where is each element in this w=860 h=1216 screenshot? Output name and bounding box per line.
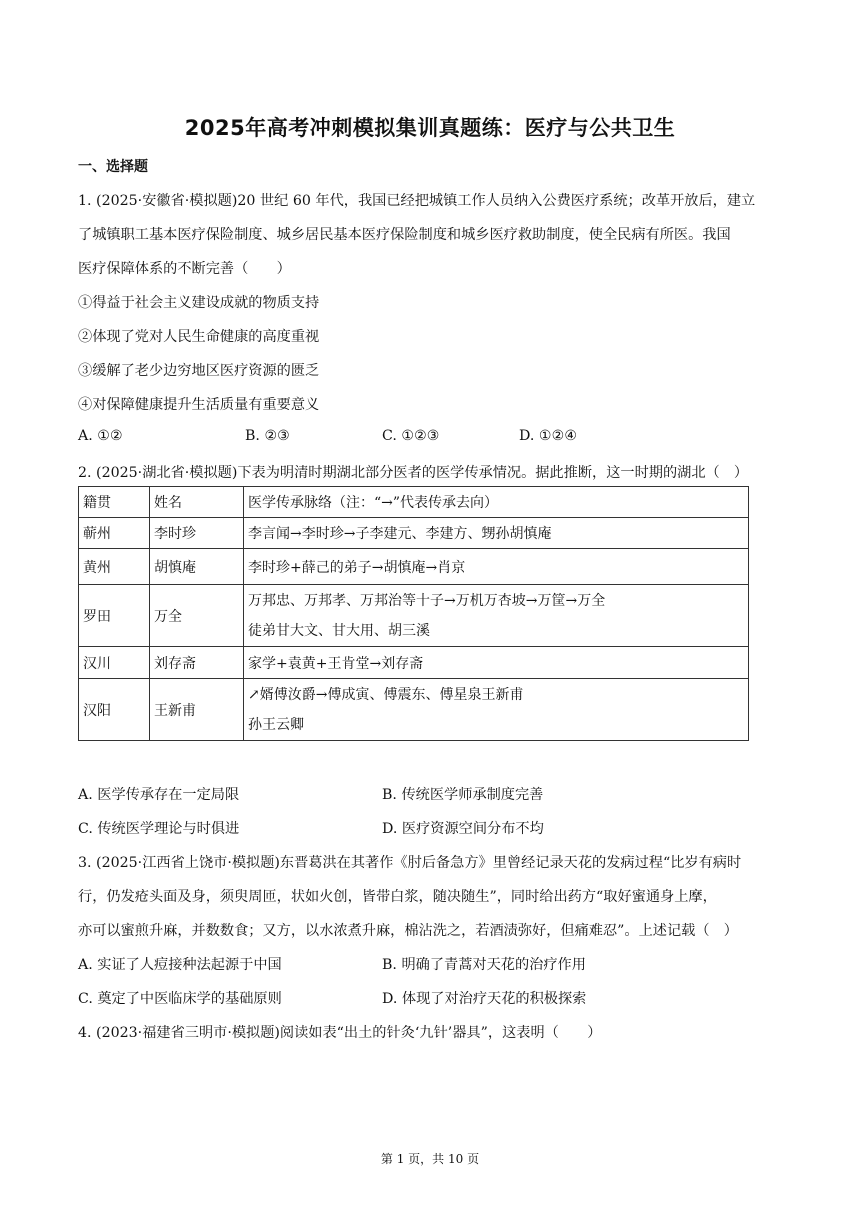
cell-lineage: 家学+袁黄+王肯堂→刘存斋 — [244, 647, 749, 679]
table-row — [79, 518, 749, 549]
table-row — [79, 549, 749, 585]
q3-stem-line-1: 3. (2025·江西省上饶市·模拟题)东晋葛洪在其著作《肘后备急方》里曾经记录天花的发病过程“比岁有病时 — [78, 855, 742, 871]
cell-place: 蕲州 — [79, 518, 150, 549]
cell-place: 罗田 — [79, 585, 150, 647]
cell-place: 汉川 — [79, 647, 150, 679]
cell-name: 刘存斋 — [150, 647, 244, 679]
q3-option-a[interactable]: A. 实证了人痘接种法起源于中国 — [78, 957, 282, 973]
q1-option-c[interactable]: C. ①②③ — [382, 428, 440, 444]
q3-stem-line-2: 行，仍发疮头面及身，须臾周匝，状如火创，皆带白浆，随决随生”，同时给出药方“取好蜜通身上摩， — [78, 889, 717, 905]
q1-stem-line-3: 医疗保障体系的不断完善（ ） — [78, 261, 291, 277]
q1-option-b[interactable]: B. ②③ — [245, 428, 290, 444]
q1-stem-line-1: 1. (2025·安徽省·模拟题)20 世纪 60 年代，我国已经把城镇工作人员纳入公费医疗系统；改革开放后，建立 — [78, 193, 756, 209]
cell-place: 黄州 — [79, 549, 150, 585]
cell-lineage: 李言闻→李时珍→子李建元、李建方、甥孙胡慎庵 — [244, 518, 749, 549]
page-title: 2025年高考冲刺模拟集训真题练：医疗与公共卫生 — [184, 116, 676, 140]
q1-statement-2: ②体现了党对人民生命健康的高度重视 — [78, 329, 320, 345]
page-footer: 第 1 页，共 10 页 — [380, 1152, 480, 1166]
header-name: 姓名 — [150, 487, 244, 518]
table-row — [79, 679, 749, 741]
lineage-line: 万邦忠、万邦孝、万邦治等十子→万机万杏坡→万筐→万全 — [248, 592, 606, 609]
cell-lineage — [244, 585, 749, 647]
cell-place: 汉阳 — [79, 679, 150, 741]
cell-name: 王新甫 — [150, 679, 244, 741]
q3-option-d[interactable]: D. 体现了对治疗天花的积极探索 — [382, 991, 587, 1007]
section-heading: 一、选择题 — [78, 159, 148, 175]
q2-option-a[interactable]: A. 医学传承存在一定局限 — [78, 787, 240, 803]
table-row — [79, 647, 749, 679]
table-row — [79, 585, 749, 647]
q1-statement-4: ④对保障健康提升生活质量有重要意义 — [78, 397, 320, 413]
lineage-line: 孙王云卿 — [248, 716, 304, 733]
cell-name: 李时珍 — [150, 518, 244, 549]
q1-statement-3: ③缓解了老少边穷地区医疗资源的匮乏 — [78, 363, 320, 379]
header-lineage: 医学传承脉络（注：“→”代表传承去向） — [244, 487, 749, 518]
lineage-table — [78, 486, 749, 741]
q2-stem: 2. (2025·湖北省·模拟题)下表为明清时期湖北部分医者的医学传承情况。据此推断，这一时期的湖北（ ） — [78, 465, 749, 481]
table-header-row — [79, 487, 749, 518]
q3-option-c[interactable]: C. 奠定了中医临床学的基础原则 — [78, 991, 282, 1007]
q1-stem-line-2: 了城镇职工基本医疗保险制度、城乡居民基本医疗保险制度和城乡医疗救助制度，使全民病有所医。我国 — [78, 227, 731, 243]
q1-statement-1: ①得益于社会主义建设成就的物质支持 — [78, 295, 320, 311]
header-place: 籍贯 — [79, 487, 150, 518]
lineage-line: 徒弟甘大文、甘大用、胡三溪 — [248, 622, 430, 639]
cell-lineage: 李时珍+薛己的弟子→胡慎庵→肖京 — [244, 549, 749, 585]
q4-stem: 4. (2023·福建省三明市·模拟题)阅读如表“出土的针灸‘九针’器具”，这表明（ ） — [78, 1025, 602, 1041]
q2-option-c[interactable]: C. 传统医学理论与时俱进 — [78, 821, 240, 837]
q1-option-a[interactable]: A. ①② — [78, 428, 123, 444]
q1-option-d[interactable]: D. ①②④ — [519, 428, 578, 444]
cell-lineage — [244, 679, 749, 741]
q2-option-b[interactable]: B. 传统医学师承制度完善 — [382, 787, 544, 803]
q2-option-d[interactable]: D. 医疗资源空间分布不均 — [382, 821, 544, 837]
q3-option-b[interactable]: B. 明确了青蒿对天花的治疗作用 — [382, 957, 586, 973]
q3-stem-line-3: 亦可以蜜煎升麻，并数数食；又方，以水浓煮升麻，棉沾洗之，若酒渍弥好，但痛难忍”。上述记载（ ） — [78, 923, 738, 939]
lineage-line: ↗婿傅汝爵→傅成寅、傅震东、傅星泉王新甫 — [248, 686, 524, 703]
cell-name: 万全 — [150, 585, 244, 647]
cell-name: 胡慎庵 — [150, 549, 244, 585]
